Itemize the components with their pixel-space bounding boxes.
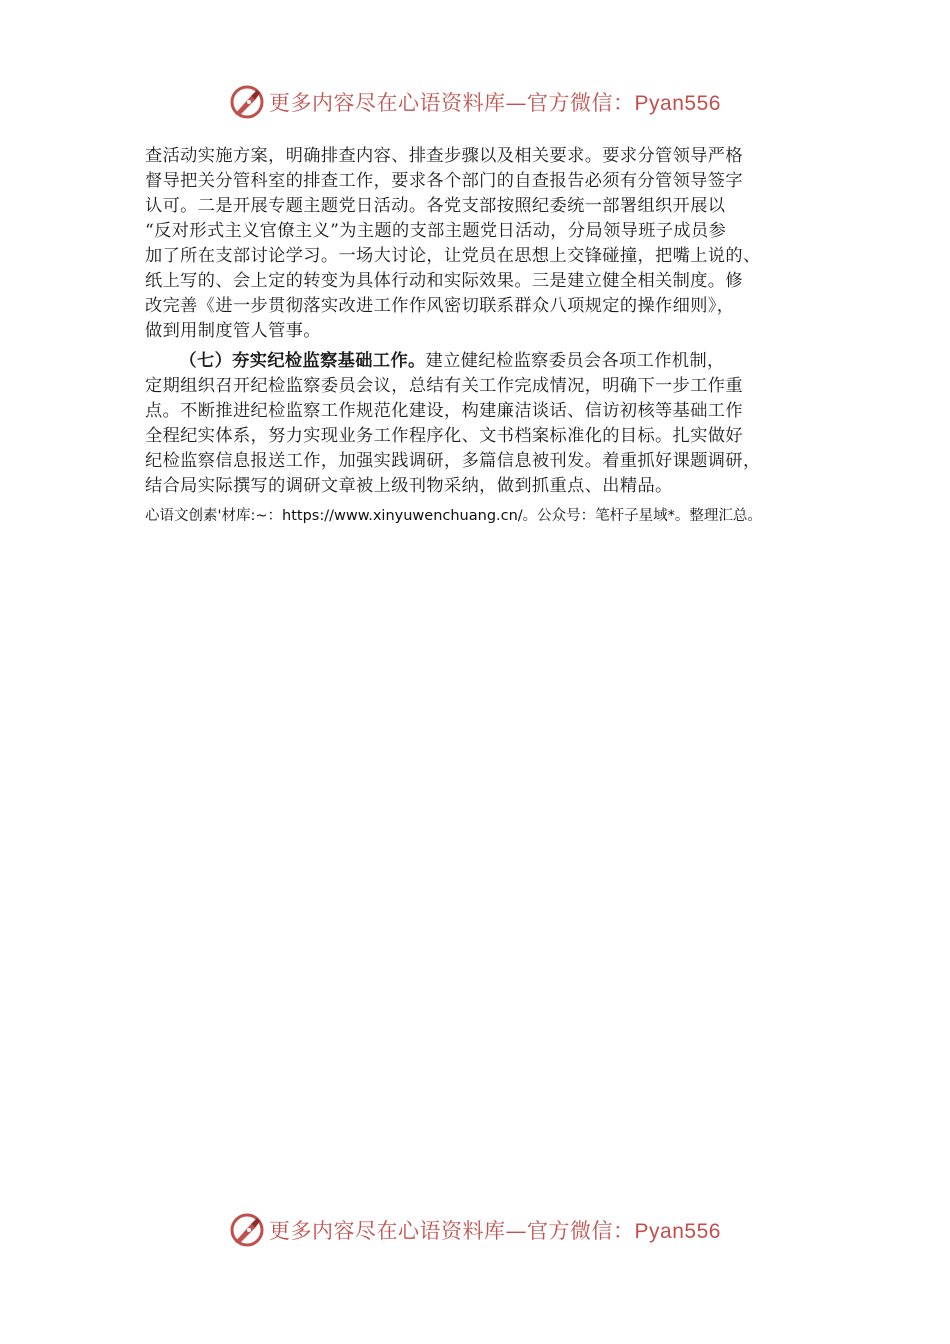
pen-nib-logo-icon (229, 84, 265, 120)
text-line: 改完善《进一步贯彻落实改进工作作风密切联系群众八项规定的操作细则》， (145, 296, 735, 316)
pen-nib-logo-icon (229, 1212, 265, 1248)
footer-wechat-id: Pyan556 (634, 1220, 721, 1243)
source-note: 心语文创素'材库:~：https://www.xinyuwenchuang.cn/。公众号：笔杆子星域*。整理汇总。 (145, 508, 762, 524)
text-line: 点。不断推进纪检监察工作规范化建设，构建廉洁谈话、信访初核等基础工作 (145, 401, 743, 421)
header-wechat-id: Pyan556 (634, 92, 721, 115)
text-line: 结合局实际撰写的调研文章被上级刊物采纳，做到抓重点、出精品。 (145, 476, 673, 496)
text-line: 纸上写的、会上定的转变为具体行动和实际效果。三是建立健全相关制度。修 (145, 271, 743, 291)
text-line: 查活动实施方案，明确排查内容、排查步骤以及相关要求。要求分管领导严格 (145, 146, 743, 166)
text-line: 全程纪实体系，努力实现业务工作程序化、文书档案标准化的目标。扎实做好 (145, 426, 743, 446)
footer-banner-text: 更多内容尽在心语资料库—官方微信：Pyan556 (269, 1219, 721, 1243)
footer-banner (0, 1208, 950, 1252)
section-heading: （七）夯实纪检监察基础工作。 (179, 351, 426, 371)
text-line: 做到用制度管人管事。 (145, 321, 321, 341)
text-line: 加了所在支部讨论学习。一场大讨论，让党员在思想上交锋碰撞，把嘴上说的、 (145, 246, 761, 266)
text-line: 认可。二是开展专题主题党日活动。各党支部按照纪委统一部署组织开展以 (145, 196, 726, 216)
document-body (145, 144, 813, 527)
section-lead-text: 建立健纪检监察委员会各项工作机制， (425, 351, 725, 371)
header-banner (0, 80, 950, 124)
text-line: 定期组织召开纪检监察委员会议，总结有关工作完成情况，明确下一步工作重 (145, 376, 743, 396)
paragraph-continued (145, 144, 813, 344)
paragraph-section-seven (145, 349, 813, 499)
text-line: 纪检监察信息报送工作，加强实践调研，多篇信息被刊发。着重抓好课题调研， (145, 451, 761, 471)
text-line: “反对形式主义官僚主义”为主题的支部主题党日活动，分局领导班子成员参 (145, 221, 727, 241)
text-line (145, 349, 813, 374)
text-line: 督导把关分管科室的排查工作，要求各个部门的自查报告必须有分管领导签字 (145, 171, 743, 191)
header-banner-text: 更多内容尽在心语资料库—官方微信：Pyan556 (269, 91, 721, 115)
